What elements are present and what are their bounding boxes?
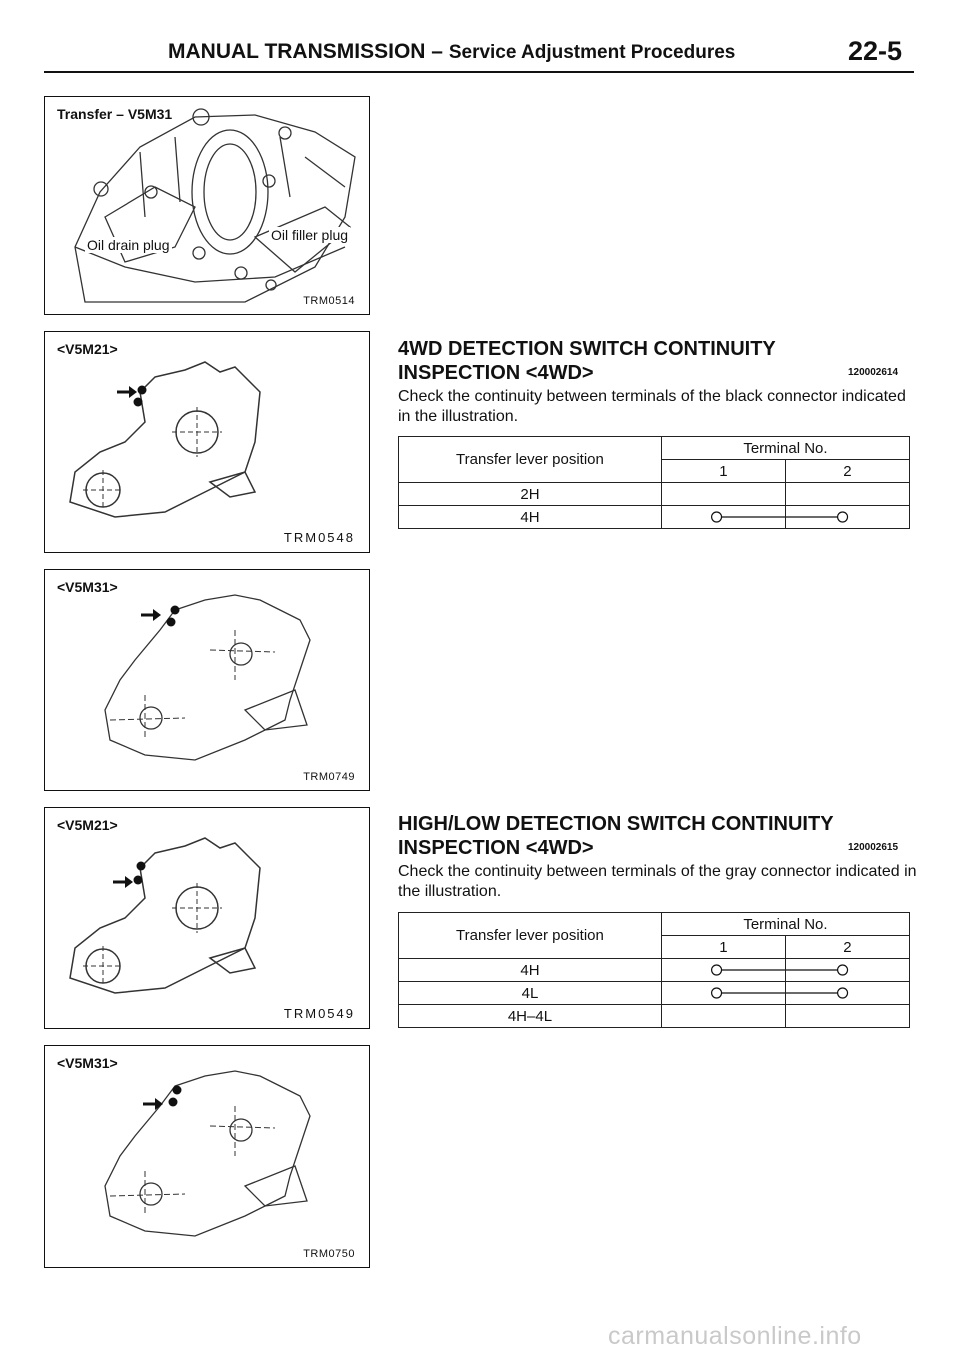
page-header [168, 40, 735, 64]
figure-label: <V5M21> [57, 817, 118, 833]
section-body: Check the continuity between terminals of the gray connector indicated in the illustration. [398, 863, 917, 900]
continuity-line-end-icon [786, 963, 909, 977]
section-title-highlow-switch [398, 812, 834, 860]
continuity-cell-1 [661, 982, 785, 1005]
connector-diagram [45, 808, 371, 1030]
lever-position: 4H [399, 959, 662, 982]
lever-position: 4H–4L [399, 1005, 662, 1028]
section-title-line2: INSPECTION <4WD> [398, 837, 594, 859]
terminal-number: 2 [785, 936, 909, 959]
continuity-table-4wd [398, 436, 910, 529]
figure-v5m31-highlow-switch [44, 1045, 370, 1268]
figure-v5m21-4wd-switch [44, 331, 370, 553]
lever-position: 2H [399, 483, 662, 506]
col-header-terminal-no: Terminal No. [661, 437, 909, 460]
section-body: Check the continuity between terminals of the black connector indicated in the illustration. [398, 388, 906, 425]
figure-code: TRM0548 [283, 530, 355, 545]
figure-label: Transfer – V5M31 [57, 106, 173, 122]
section-id: 120002614 [848, 367, 899, 378]
continuity-cell-1 [661, 483, 785, 506]
figure-label: <V5M31> [57, 1055, 118, 1071]
continuity-cell-2 [785, 483, 909, 506]
section-id: 120002615 [848, 842, 899, 853]
figure-label: <V5M31> [57, 579, 118, 595]
callout-oil-filler-plug: Oil filler plug [271, 227, 349, 243]
page-number: 22-5 [848, 36, 903, 66]
continuity-cell-2 [785, 506, 909, 529]
table-row [399, 506, 910, 529]
continuity-cell-2 [785, 959, 909, 982]
table-row [399, 1005, 910, 1028]
figure-label: <V5M21> [57, 341, 118, 357]
watermark: carmanualsonline.info [608, 1322, 862, 1350]
figure-code: TRM0749 [303, 771, 355, 783]
section-title-line1: HIGH/LOW DETECTION SWITCH CONTINUITY [398, 813, 834, 835]
col-header-lever-position: Transfer lever position [399, 913, 662, 959]
figure-v5m31-4wd-switch [44, 569, 370, 791]
table-row [399, 959, 910, 982]
continuity-line-start-icon [662, 510, 785, 524]
col-header-terminal-no: Terminal No. [661, 913, 909, 936]
connector-diagram [45, 1046, 371, 1269]
figure-code: TRM0514 [303, 295, 355, 307]
continuity-line-end-icon [786, 510, 909, 524]
terminal-number: 1 [661, 936, 785, 959]
continuity-cell-2 [785, 982, 909, 1005]
header-subsection: Service Adjustment Procedures [448, 42, 736, 63]
continuity-cell-1 [661, 959, 785, 982]
lever-position: 4L [399, 982, 662, 1005]
col-header-lever-position: Transfer lever position [399, 437, 662, 483]
table-row [399, 483, 910, 506]
continuity-line-end-icon [786, 986, 909, 1000]
figure-code: TRM0750 [303, 1248, 355, 1260]
figure-code: TRM0549 [283, 1006, 355, 1021]
header-dash: – [431, 40, 443, 63]
transfer-drawing [45, 97, 371, 316]
section-title-line1: 4WD DETECTION SWITCH CONTINUITY [398, 338, 776, 360]
connector-diagram [45, 570, 371, 792]
continuity-cell-1 [661, 1005, 785, 1028]
lever-position: 4H [399, 506, 662, 529]
continuity-table-highlow [398, 912, 910, 1028]
terminal-number: 2 [785, 460, 909, 483]
section-title-4wd-switch [398, 337, 776, 385]
header-rule [44, 71, 914, 73]
table-row [399, 982, 910, 1005]
callout-oil-drain-plug: Oil drain plug [87, 237, 170, 253]
continuity-line-start-icon [662, 963, 785, 977]
figure-transfer-plugs [44, 96, 370, 315]
continuity-cell-1 [661, 506, 785, 529]
section-title-line2: INSPECTION <4WD> [398, 362, 594, 384]
continuity-cell-2 [785, 1005, 909, 1028]
continuity-line-start-icon [662, 986, 785, 1000]
connector-diagram [45, 332, 371, 554]
terminal-number: 1 [661, 460, 785, 483]
header-section: MANUAL TRANSMISSION [168, 40, 426, 63]
figure-v5m21-highlow-switch [44, 807, 370, 1029]
